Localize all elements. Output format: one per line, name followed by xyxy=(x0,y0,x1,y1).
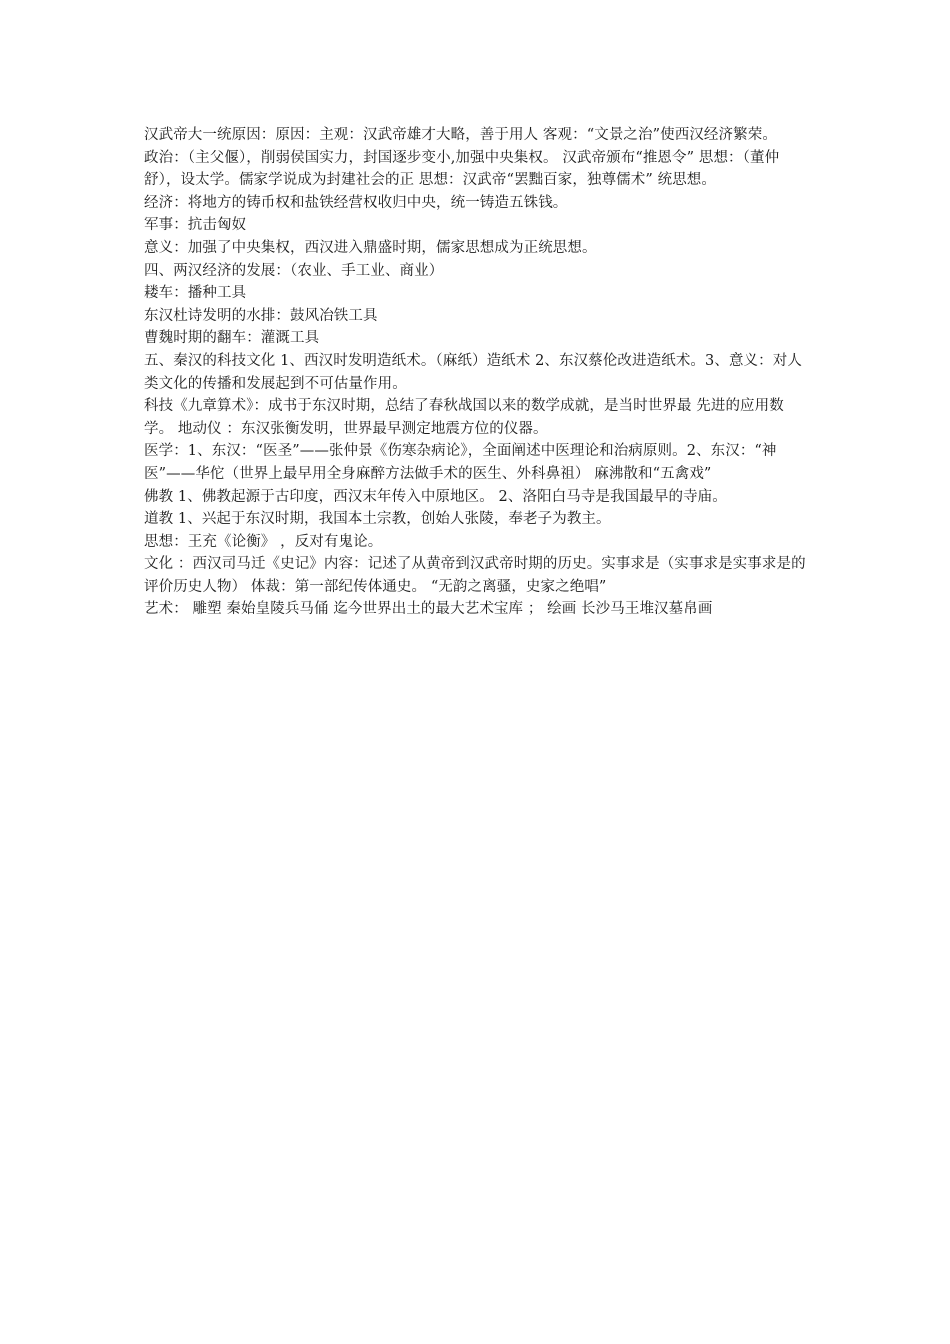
paragraph-art: 艺术： 雕塑 秦始皇陵兵马俑 迄今世界出土的最大艺术宝库 ； 绘画 长沙马王堆汉墓帛画 xyxy=(144,601,713,618)
paragraph-medicine: 医学：1、东汉：“医圣”——张仲景《伤寒杂病论》，全面阐述中医理论和治病原则。2、东汉：“神医”——华佗（世界上最早用全身麻醉方法做手术的医生、外科鼻祖） 麻沸散和“五禽戏” xyxy=(144,443,777,482)
paragraph-thought: 思想：王充《论衡》 ，反对有鬼论。 xyxy=(144,533,383,550)
paragraph-square-pallet-chain-pump: 曹魏时期的翻车：灌溉工具 xyxy=(144,330,320,347)
paragraph-water-bellows: 东汉杜诗发明的水排：鼓风冶铁工具 xyxy=(144,307,378,324)
paragraph-taoism: 道教 1、兴起于东汉时期，我国本土宗教，创始人张陵，奉老子为教主。 xyxy=(144,511,611,528)
document-body xyxy=(144,124,812,621)
paragraph-science-technology: 科技《九章算术》：成书于东汉时期，总结了春秋战国以来的数学成就，是当时世界最 先进的应用数学。 地动仪 ：东汉张衡发明，世界最早测定地震方位的仪器。 xyxy=(144,398,784,437)
paragraph-buddhism: 佛教 1、佛教起源于古印度，西汉末年传入中原地区。 2、洛阳白马寺是我国最早的寺庙。 xyxy=(144,488,727,505)
section-heading-economic-development: 四、两汉经济的发展：（农业、手工业、商业） xyxy=(144,262,444,279)
paragraph-military: 军事：抗击匈奴 xyxy=(144,217,247,234)
paragraph-unification-reasons: 汉武帝大一统原因：原因：主观：汉武帝雄才大略，善于用人 客观：“文景之治”使西汉经济繁荣。 xyxy=(144,127,777,143)
paragraph-significance: 意义：加强了中央集权，西汉进入鼎盛时期，儒家思想成为正统思想。 xyxy=(144,239,597,256)
section-heading-science-culture: 五、秦汉的科技文化 1、西汉时发明造纸术。（麻纸）造纸术 2、东汉蔡伦改进造纸术。3、意义：对人类文化的传播和发展起到不可估量作用。 xyxy=(144,352,802,392)
paragraph-politics: 政治：（主父偃），削弱侯国实力，封国逐步变小,加强中央集权。 汉武帝颁布“推恩令” 思想：（董仲舒），设太学。儒家学说成为封建社会的正 思想：汉武帝“罢黜百家，独尊儒术” 统思想。 xyxy=(144,149,780,189)
paragraph-seed-drill: 耧车：播种工具 xyxy=(144,285,247,302)
paragraph-culture: 文化 ：西汉司马迁《史记》内容：记述了从黄帝到汉武帝时期的历史。实事求是（实事求是实事求是的评价历史人物） 体裁：第一部纪传体通史。 “无韵之离骚，史家之绝唱” xyxy=(144,556,806,595)
paragraph-economy: 经济：将地方的铸币权和盐铁经营权收归中央，统一铸造五铢钱。 xyxy=(144,194,568,211)
